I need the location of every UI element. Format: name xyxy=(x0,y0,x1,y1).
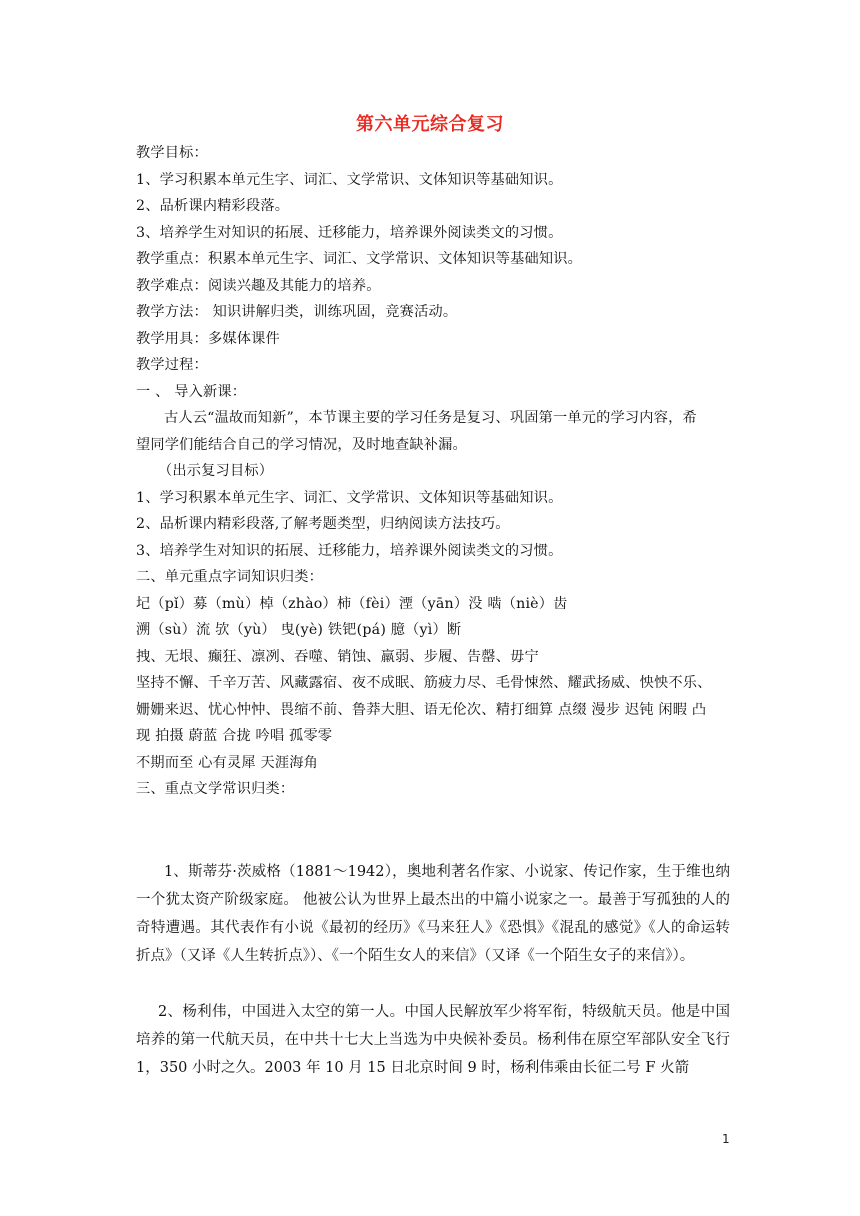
text-line: 教学难点：阅读兴趣及其能力的培养。 xyxy=(136,277,381,294)
text-line: 2、品析课内精彩段落,了解考题类型，归纳阅读方法技巧。 xyxy=(136,516,510,532)
text-line: 2、品析课内精彩段落。 xyxy=(136,198,290,214)
text-line: 姗姗来迟、忧心忡忡、畏缩不前、鲁莽大胆、语无伦次、精打细算 点缀 漫步 迟钝 闲暇 凸 xyxy=(136,701,707,718)
text-line: 教学用具：多媒体课件 xyxy=(136,330,280,347)
text-line: 教学过程： xyxy=(136,357,208,373)
section-heading: 一 、 导入新课： xyxy=(136,383,247,400)
paragraph-zweig: 1、斯蒂芬·茨威格（1881～1942），奥地利著名作家、小说家、传记作家，生于维也纳一个犹太资产阶级家庭。 他被公认为世界上最杰出的中篇小说家之一。最善于写孤独的人的奇特遭遇。其代表作有小说《最初的经历》《马来狂人》《恐惧》《混乱的感觉》《人的命运转折点》（又译《人生转折点》）、《一个陌生女人的来信》（又译《一个陌生女子的来信》）。 xyxy=(136,864,730,964)
text-line: 3、培养学生对知识的拓展、迁移能力，培养课外阅读类文的习惯。 xyxy=(136,542,563,559)
section-heading: 二、单元重点字词知识归类： xyxy=(136,569,324,585)
document-body xyxy=(136,140,730,803)
text-line: 古人云“温故而知新”，本节课主要的学习任务是复习、巩固第一单元的学习内容，希 xyxy=(164,410,697,426)
page-number: 1 xyxy=(722,1132,730,1146)
text-line: 教学方法： 知识讲解归类，训练巩固，竞赛活动。 xyxy=(136,304,458,320)
text-line: 拽、无垠、癫狂、凛冽、吞噬、销蚀、羸弱、步履、告罄、毋宁 xyxy=(136,648,539,665)
paragraph-yang-liwei: 2、杨利伟，中国进入太空的第一人。中国人民解放军少将军衔，特级航天员。他是中国培养的第一代航天员，在中共十七大上当选为中央候补委员。杨利伟在原空军部队安全飞行 1，350 小时之久。2003 年 10 月 15 日北京时间 9 时，杨利伟乘由长征二号 F 火箭 xyxy=(136,1004,730,1076)
text-line: 望同学们能结合自己的学习情况，及时地查缺补漏。 xyxy=(136,436,467,453)
text-line: 教学重点：积累本单元生字、词汇、文学常识、文体知识等基础知识。 xyxy=(136,251,583,267)
text-line: 坚持不懈、千辛万苦、风藏露宿、夜不成眠、筋疲力尽、毛骨悚然、耀武扬威、怏怏不乐、 xyxy=(136,675,712,691)
text-line: 溯（sù）流 欤（yù） 曳(yè) 铁钯(pá) 臆（yì）断 xyxy=(136,622,462,638)
text-line: 3、培养学生对知识的拓展、迁移能力，培养课外阅读类文的习惯。 xyxy=(136,224,563,241)
section-heading: 三、重点文学常识归类： xyxy=(136,781,295,797)
text-line: （出示复习目标） xyxy=(158,463,274,479)
text-line: 现 拍摄 蔚蓝 合拢 吟唱 孤零零 xyxy=(136,728,333,744)
text-line: 圮（pǐ）募（mù）棹（zhào）柿（fèi）湮（yān）没 啮（niè）齿 xyxy=(136,595,568,612)
text-line: 教学目标： xyxy=(136,145,208,161)
text-line: 1、学习积累本单元生字、词汇、文学常识、文体知识等基础知识。 xyxy=(136,171,563,188)
text-line: 1、学习积累本单元生字、词汇、文学常识、文体知识等基础知识。 xyxy=(136,489,563,506)
text-line: 不期而至 心有灵犀 天涯海角 xyxy=(136,754,319,771)
document-title: 第六单元综合复习 xyxy=(356,114,504,135)
